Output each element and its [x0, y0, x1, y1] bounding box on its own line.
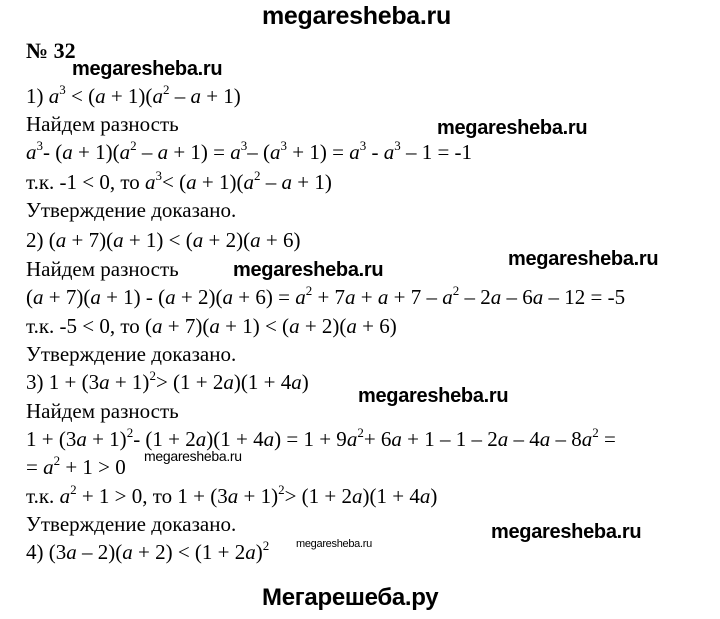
find-difference-2: Найдем разность	[26, 257, 179, 281]
solution-line-14: = $a^2 + 1 > 0$	[26, 453, 126, 479]
watermark-2: megaresheba.ru	[437, 117, 588, 139]
header-watermark: megaresheba.ru	[262, 2, 451, 30]
solution-line-1: 1) $a^3 < (a + 1)(a^2 - a + 1)$	[26, 82, 241, 108]
solution-line-9: т.к. -5 < 0, то (a + 7)(a + 1) < (a + 2)(a + 6)	[26, 314, 397, 338]
solution-line-4: т.к. -1 < 0, то $a^3< (a + 1)(a^2 - a + 1)$	[26, 168, 332, 194]
proved-3: Утверждение доказано.	[26, 512, 237, 536]
watermark-6: megaresheba.ru	[144, 448, 242, 464]
watermark-5: megaresheba.ru	[358, 385, 509, 407]
proved-1: Утверждение доказано.	[26, 198, 237, 222]
proved-2: Утверждение доказано.	[26, 342, 237, 366]
solution-line-15: т.к. $a^2 + 1 > 0$, то $1 + (3a + 1)^2> (1 + 2a)(1 + 4a)$	[26, 482, 438, 508]
find-difference-3: Найдем разность	[26, 399, 179, 423]
watermark-3: megaresheba.ru	[233, 259, 384, 281]
task-number: № 32	[26, 38, 76, 63]
solution-line-3: $a^3-$ $(a + 1)(a^2 - a + 1) = a^3-$ $(a^3 + 1) = a^3 - a^3 - 1 = -1$	[26, 138, 473, 164]
watermark-1: megaresheba.ru	[72, 58, 223, 80]
watermark-7: megaresheba.ru	[491, 521, 642, 543]
solution-line-17: 4) $(3a - 2)(a + 2) < (1 + 2a)^2$	[26, 538, 270, 564]
watermark-8: megaresheba.ru	[296, 538, 372, 550]
solution-line-13: $1 + (3a + 1)^2-$ $(1 + 2a)(1 + 4a) = 1 + 9a^2+ 6a + 1 - 1 - 2a - 4a - 8a^2$ =	[26, 425, 616, 451]
watermark-4: megaresheba.ru	[508, 248, 659, 270]
footer-brand: Мегарешеба.ру	[262, 584, 439, 611]
find-difference-1: Найдем разность	[26, 112, 179, 136]
solution-line-8: $(a + 7)(a + 1) - (a + 2)(a + 6) = a^2 + 7a + a + 7 - a^2 - 2a - 6a - 12 = -5$	[26, 283, 626, 309]
solution-line-11: 3) $1 + (3a + 1)^2> (1 + 2a)(1 + 4a)$	[26, 368, 309, 394]
solution-line-6: 2) (a + 7)(a + 1) < (a + 2)(a + 6)	[26, 228, 301, 252]
